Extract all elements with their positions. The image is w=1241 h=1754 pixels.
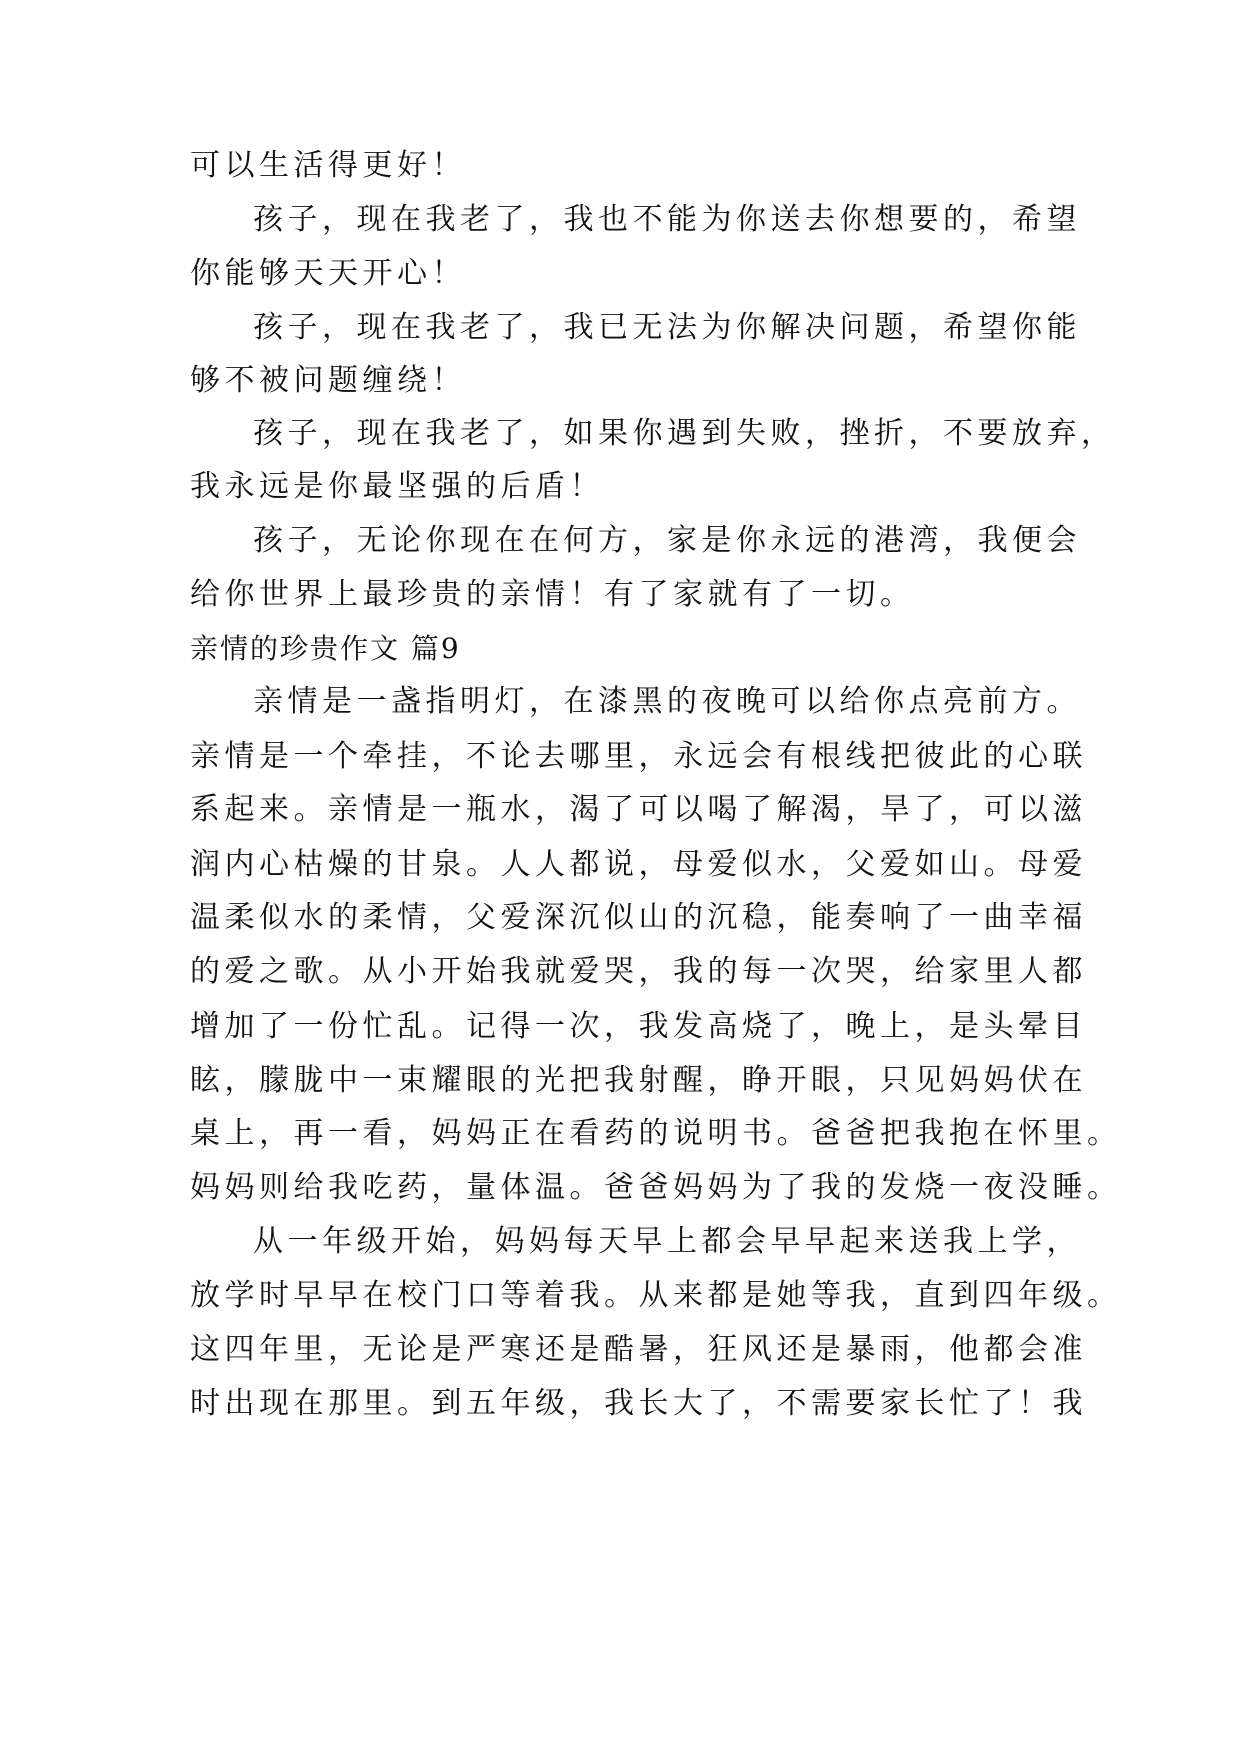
- text-line: 的爱之歌。从小开始我就爱哭，我的每一次哭，给家里人都: [190, 954, 1087, 989]
- text-line: 亲情是一个牵挂，不论去哪里，永远会有根线把彼此的心联: [190, 739, 1087, 774]
- paragraph-start: 亲情是一盏指明灯，在漆黑的夜晚可以给你点亮前方。: [253, 684, 1081, 719]
- paragraph-start: 孩子，无论你现在在何方，家是你永远的港湾，我便会: [253, 523, 1081, 558]
- text-line: 桌上，再一看，妈妈正在看药的说明书。爸爸把我抱在怀里。: [190, 1116, 1122, 1151]
- text-line: 这四年里，无论是严寒还是酷暑，狂风还是暴雨，他都会准: [190, 1332, 1087, 1367]
- paragraph-start: 孩子，现在我老了，我已无法为你解决问题，希望你能: [253, 310, 1081, 345]
- text-line: 眩，朦胧中一束耀眼的光把我射醒，睁开眼，只见妈妈伏在: [190, 1063, 1087, 1098]
- text-line: 够不被问题缠绕！: [190, 363, 466, 398]
- text-line: 你能够天天开心！: [190, 256, 466, 291]
- text-line: 可以生活得更好！: [190, 148, 466, 183]
- text-line: 给你世界上最珍贵的亲情！有了家就有了一切。: [190, 577, 915, 612]
- text-line: 温柔似水的柔情，父爱深沉似山的沉稳，能奏响了一曲幸福: [190, 900, 1087, 935]
- text-line: 放学时早早在校门口等着我。从来都是她等我，直到四年级。: [190, 1278, 1122, 1313]
- text-line: 增加了一份忙乱。记得一次，我发高烧了，晚上，是头晕目: [190, 1009, 1087, 1044]
- section-heading: 亲情的珍贵作文 篇9: [190, 632, 461, 665]
- text-line: 妈妈则给我吃药，量体温。爸爸妈妈为了我的发烧一夜没睡。: [190, 1170, 1122, 1205]
- paragraph-start: 孩子，现在我老了，我也不能为你送去你想要的，希望: [253, 202, 1081, 237]
- paragraph-start: 孩子，现在我老了，如果你遇到失败，挫折，不要放弃，: [253, 416, 1116, 451]
- text-line: 时出现在那里。到五年级，我长大了，不需要家长忙了！我: [190, 1386, 1087, 1421]
- text-line: 润内心枯燥的甘泉。人人都说，母爱似水，父爱如山。母爱: [190, 847, 1087, 882]
- text-line: 系起来。亲情是一瓶水，渴了可以喝了解渴，旱了，可以滋: [190, 792, 1087, 827]
- text-line: 我永远是你最坚强的后盾！: [190, 469, 604, 504]
- paragraph-start: 从一年级开始，妈妈每天早上都会早早起来送我上学，: [253, 1224, 1081, 1259]
